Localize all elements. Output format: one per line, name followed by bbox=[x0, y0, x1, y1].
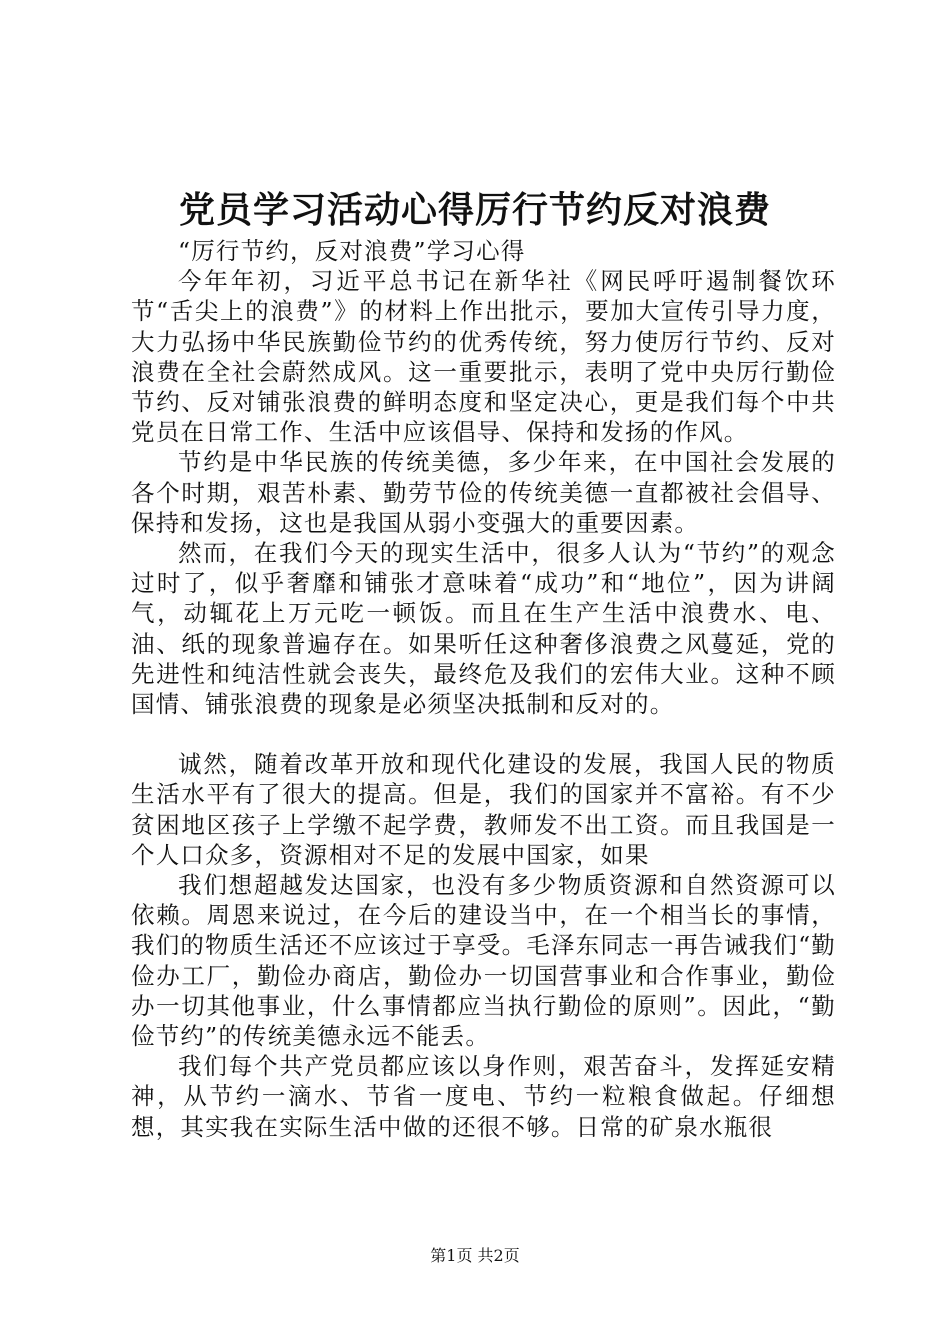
page-number-footer: 第1页 共2页 bbox=[430, 1246, 520, 1265]
paragraph: 我们想超越发达国家，也没有多少物质资源和自然资源可以依赖。周恩来说过，在今后的建设当中，在一个相当长的事情，我们的物质生活还不应该过于享受。毛泽东同志一再告诫我们“勤俭办工厂，勤俭办商店，勤俭办一切国营事业和合作事业，勤俭办一切其他事业，什么事情都应当执行勤俭的原则”。因此，“勤俭节约”的传统美德永远不能丢。 bbox=[131, 871, 836, 1051]
document-title: 党员学习活动心得厉行节约反对浪费 bbox=[178, 189, 771, 231]
paragraph: 我们每个共产党员都应该以身作则，艰苦奋斗，发挥延安精神，从节约一滴水、节省一度电、节约一粒粮食做起。仔细想想，其实我在实际生活中做的还很不够。日常的矿泉水瓶很 bbox=[131, 1052, 836, 1141]
paragraph-subtitle: “厉行节约，反对浪费”学习心得 bbox=[178, 237, 526, 265]
paragraph: 今年年初，习近平总书记在新华社《网民呼吁遏制餐饮环节“舌尖上的浪费”》的材料上作出批示，要加大宣传引导力度，大力弘扬中华民族勤俭节约的优秀传统，努力使厉行节约、反对浪费在全社会蔚然成风。这一重要批示，表明了党中央厉行勤俭节约、反对铺张浪费的鲜明态度和坚定决心，更是我们每个中共党员在日常工作、生活中应该倡导、保持和发扬的作风。 bbox=[131, 267, 836, 447]
document-body bbox=[131, 236, 836, 1142]
paragraph: 诚然，随着改革开放和现代化建设的发展，我国人民的物质生活水平有了很大的提高。但是，我们的国家并不富裕。有不少贫困地区孩子上学缴不起学费，教师发不出工资。而且我国是一个人口众多，资源相对不足的发展中国家，如果 bbox=[131, 750, 836, 869]
paragraph: 节约是中华民族的传统美德，多少年来，在中国社会发展的各个时期，艰苦朴素、勤劳节俭的传统美德一直都被社会倡导、保持和发扬，这也是我国从弱小变强大的重要因素。 bbox=[131, 448, 836, 537]
paragraph: 然而，在我们今天的现实生活中，很多人认为“节约”的观念过时了，似乎奢靡和铺张才意味着“成功”和“地位”，因为讲阔气，动辄花上万元吃一顿饭。而且在生产生活中浪费水、电、油、纸的现象普遍存在。如果听任这种奢侈浪费之风蔓延，党的先进性和纯洁性就会丧失，最终危及我们的宏伟大业。这种不顾国情、铺张浪费的现象是必须坚决抵制和反对的。 bbox=[131, 539, 836, 719]
